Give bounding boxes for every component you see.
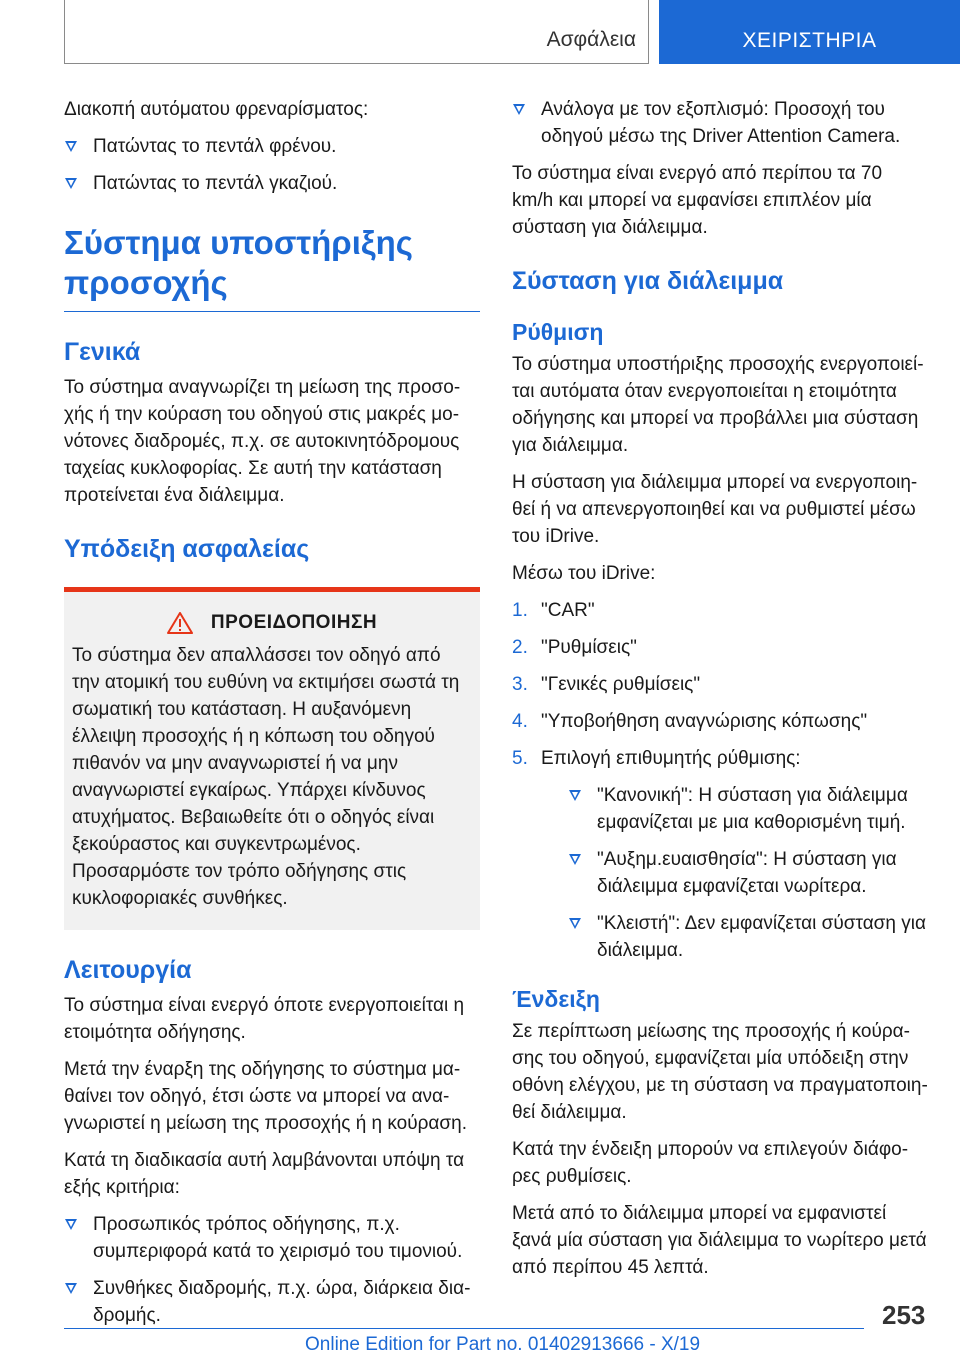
function-text-1: Το σύστημα είναι ενεργό όποτε ενεργοποιείται η ετοιμότητα οδήγησης. — [64, 995, 465, 1043]
step-item — [512, 597, 928, 624]
list-item — [568, 846, 928, 900]
header-section-box — [64, 0, 649, 64]
safety-heading: Υπόδειξη ασφαλείας — [64, 535, 310, 563]
triangle-bullet-icon — [65, 141, 77, 152]
indication-text-3: Μετά από το διάλειμμα μπορεί να εμφανιστεί ξανά μία σύσταση για διάλειμμα το νωρίτερο μετά από περίπου 45 λεπτά. — [512, 1203, 927, 1278]
triangle-bullet-icon — [513, 104, 525, 115]
step-text: Επιλογή επιθυμητής ρύθμισης: — [541, 748, 801, 769]
header-section-title: Ασφάλεια — [546, 28, 636, 51]
warning-box — [64, 587, 480, 930]
step-item — [512, 708, 928, 735]
triangle-bullet-icon — [569, 790, 581, 801]
list-item — [64, 1211, 480, 1265]
intro-text: Διακοπή αυτόματου φρεναρίσματος: — [64, 99, 369, 120]
list-item-text: "Κανονική": Η σύσταση για διάλειμμα εμφανίζεται με μια καθορισμένη τιμή. — [597, 785, 908, 833]
list-item — [64, 170, 480, 197]
step-number: 4. — [512, 711, 528, 732]
indication-heading: Ένδειξη — [512, 986, 600, 1012]
step-text: "Γενικές ρυθμίσεις" — [541, 674, 701, 695]
page-number: 253 — [882, 1300, 926, 1330]
step-text: "CAR" — [541, 600, 595, 621]
general-heading: Γενικά — [64, 338, 141, 366]
list-item — [64, 133, 480, 160]
list-item-text: Προσωπικός τρόπος οδήγησης, π.χ. συμπεριφορά κατά το χειρισμό του τιμονιού. — [93, 1214, 463, 1262]
warning-triangle-icon — [167, 612, 193, 634]
setting-text-3: Μέσω του iDrive: — [512, 563, 656, 584]
step-number: 1. — [512, 600, 528, 621]
list-item — [568, 782, 928, 836]
footer-edition: Online Edition for Part no. 01402913666 - X/19 — [305, 1334, 701, 1355]
list-item-text: "Κλειστή": Δεν εμφανίζεται σύσταση για διάλειμμα. — [597, 913, 926, 961]
triangle-bullet-icon — [65, 1219, 77, 1230]
setting-heading: Ρύθμιση — [512, 319, 604, 345]
triangle-bullet-icon — [569, 854, 581, 865]
list-item — [64, 1275, 480, 1329]
indication-text-1: Σε περίπτωση μείωσης της προσοχής ή κούρασης του οδηγού, εμφανίζεται μία υπόδειξη στην οθόνη ελέγχου, με τη σύσταση να πραγματοποιηθεί διάλειμμα. — [512, 1021, 928, 1123]
step-item — [512, 671, 928, 698]
section-title: Σύστημα υποστήριξης προσοχής — [64, 223, 480, 312]
setting-text-2: Η σύσταση για διάλειμμα μπορεί να ενεργοποιηθεί ή να απενεργοποιηθεί και να ρυθμιστεί μέσω του iDrive. — [512, 472, 918, 547]
triangle-bullet-icon — [65, 178, 77, 189]
triangle-bullet-icon — [569, 918, 581, 929]
list-item — [568, 910, 928, 964]
break-heading: Σύσταση για διάλειμμα — [512, 267, 784, 295]
footer-divider — [64, 1328, 864, 1329]
step-item — [512, 745, 928, 772]
function-heading: Λειτουργία — [64, 956, 192, 984]
list-item — [512, 96, 928, 150]
indication-text-2: Κατά την ένδειξη μπορούν να επιλεγούν διάφορες ρυθμίσεις. — [512, 1139, 909, 1187]
list-item-text: Πατώντας το πεντάλ φρένου. — [93, 136, 337, 157]
warning-title: ΠΡΟΕΙΔΟΠΟΙΗΣΗ — [210, 612, 378, 633]
active-text: Το σύστημα είναι ενεργό από περίπου τα 70 km/h και μπορεί να εμφανίσει επιπλέον μία σύσταση για διάλειμμα. — [512, 163, 883, 238]
setting-text-1: Το σύστημα υποστήριξης προσοχής ενεργοποιείται αυτόματα όταν ενεργοποιείται η ετοιμότητα οδήγησης και μπορεί να προβάλλει μια σύσταση για διάλειμμα. — [512, 354, 924, 456]
list-item-text: Ανάλογα με τον εξοπλισμό: Προσοχή του οδηγού μέσω της Driver Attention Camera. — [541, 99, 901, 147]
function-text-3: Κατά τη διαδικασία αυτή λαμβάνονται υπόψη τα εξής κριτήρια: — [64, 1150, 465, 1198]
warning-header — [72, 612, 472, 634]
step-item — [512, 634, 928, 661]
step-number: 2. — [512, 637, 528, 658]
warning-text: Το σύστημα δεν απαλλάσσει τον οδηγό από την ατομική του ευθύνη να εκτιμήσει σωστά τη σωματική του κατάσταση. Η αυξανόμενη έλλειψη προσοχής ή η κόπωση του οδηγού πιθανόν να μην αναγνωριστεί ή να μην αναγνωριστεί εγκαίρως. Υπάρχει κίνδυνος ατυχήματος. Βεβαιωθείτε ότι ο οδηγός είναι ξεκούραστος και συγκεντρωμένος. Προσαρμόστε τον τρόπο οδήγησης στις κυκλοφοριακές συνθήκες. — [72, 645, 460, 909]
list-item-text: Πατώντας το πεντάλ γκαζιού. — [93, 173, 338, 194]
header-chapter-tab[interactable]: ΧΕΙΡΙΣΤΗΡΙΑ — [659, 0, 960, 64]
step-number: 5. — [512, 748, 528, 769]
step-text: "Ρυθμίσεις" — [541, 637, 637, 658]
step-text: "Υποβοήθηση αναγνώρισης κόπωσης" — [541, 711, 868, 732]
triangle-bullet-icon — [65, 1283, 77, 1294]
list-item-text: Συνθήκες διαδρομής, π.χ. ώρα, διάρκεια διαδρομής. — [93, 1278, 471, 1326]
step-number: 3. — [512, 674, 528, 695]
list-item-text: "Αυξημ.ευαισθησία": Η σύσταση για διάλειμμα εμφανίζεται νωρίτερα. — [597, 849, 897, 897]
function-text-2: Μετά την έναρξη της οδήγησης το σύστημα μαθαίνει τον οδηγό, έτσι ώστε να μπορεί να αναγνωριστεί η μείωση της προσοχής ή η κούραση. — [64, 1059, 467, 1134]
left-column — [64, 96, 480, 1339]
general-text: Το σύστημα αναγνωρίζει τη μείωση της προσοχής ή την κούραση του οδηγού στις μακρές μονότονες διαδρομές, π.χ. σε αυτοκινητόδρομους ταχείας κυκλοφορίας. Σε αυτή την κατάσταση προτείνεται ένα διάλειμμα. — [64, 377, 461, 506]
right-column — [512, 96, 928, 1291]
